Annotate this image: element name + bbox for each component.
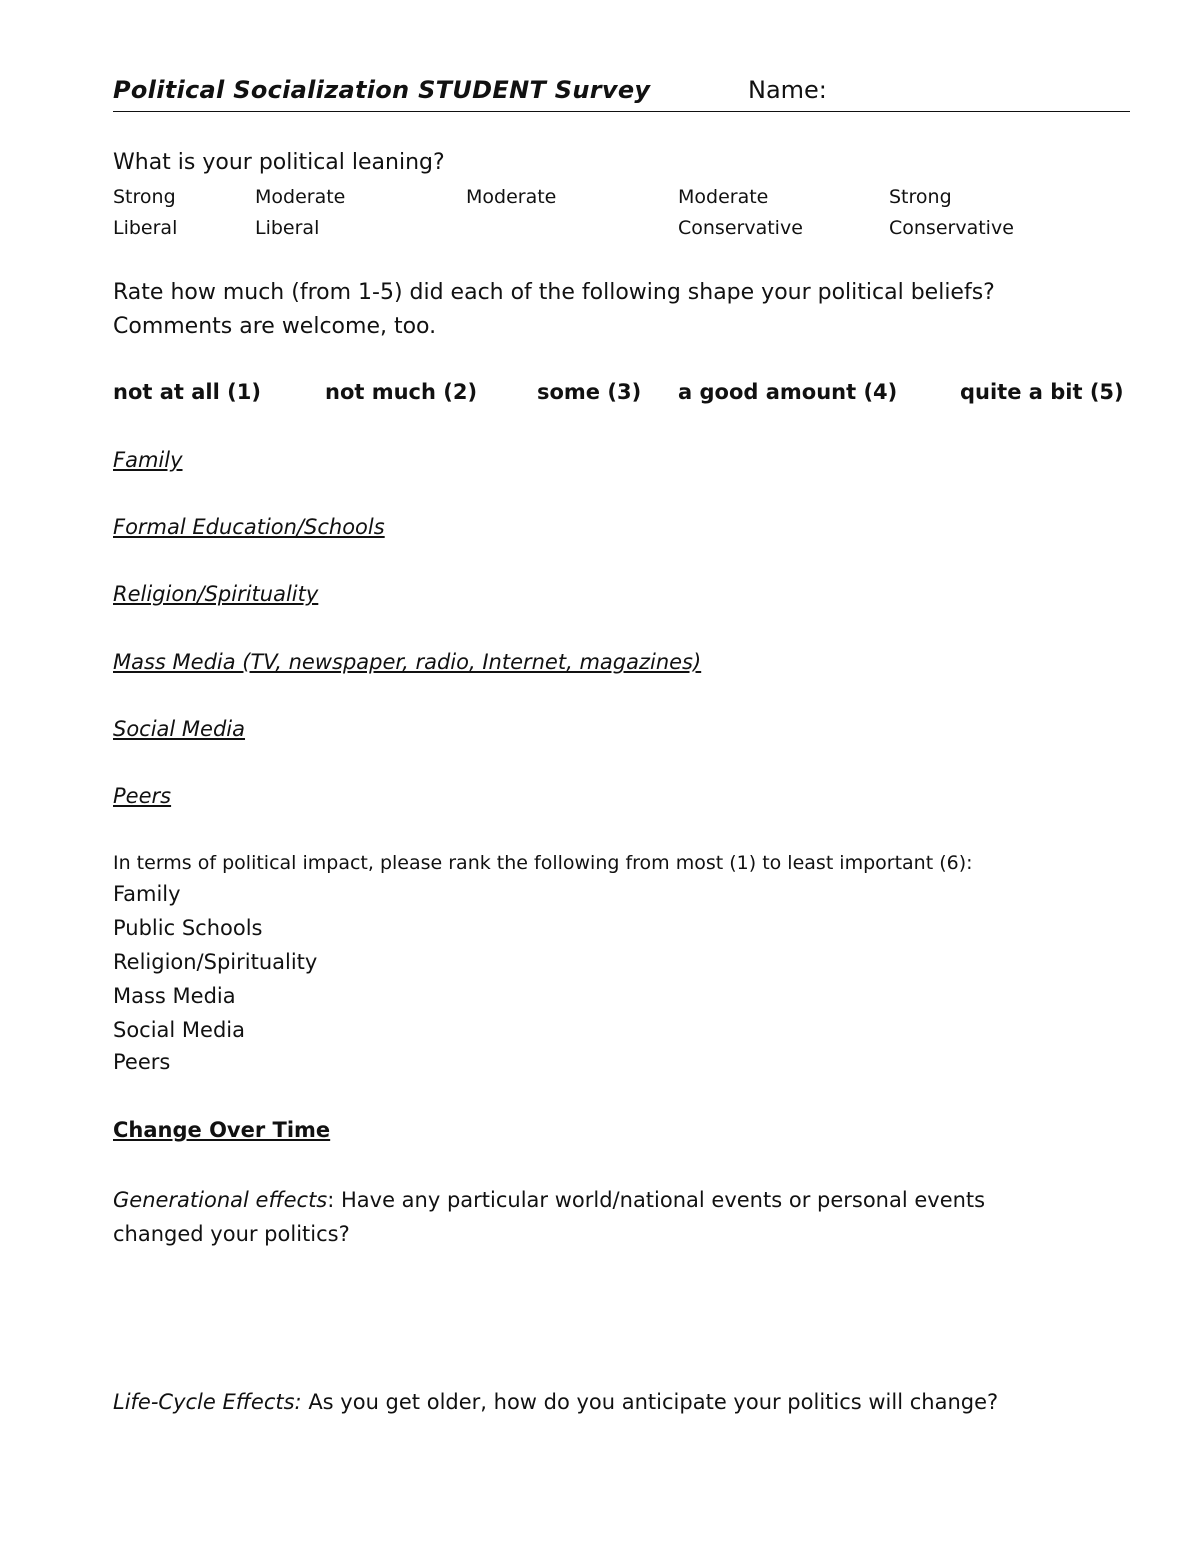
- category-mass-media: Mass Media (TV, newspaper, radio, Internet, magazines): [113, 650, 702, 674]
- life-cycle-effects-text: As you get older, how do you anticipate your politics will change?: [301, 1390, 999, 1414]
- leaning-option-moderate-liberal[interactable]: [255, 182, 345, 244]
- leaning-option-strong-liberal[interactable]: [113, 182, 177, 244]
- leaning-option-line1: Moderate: [678, 186, 769, 208]
- name-label: Name:: [748, 76, 827, 104]
- leaning-option-line2: Conservative: [678, 217, 803, 239]
- rating-instructions: Rate how much (from 1-5) did each of the following shape your political beliefs?: [113, 280, 995, 305]
- rank-item-family: Family: [113, 882, 181, 906]
- generational-effects-question-cont: changed your politics?: [113, 1222, 350, 1246]
- generational-effects-text: : Have any particular world/national events or personal events: [327, 1188, 986, 1212]
- category-religion: Religion/Spirituality: [113, 582, 319, 606]
- leaning-option-moderate[interactable]: [466, 182, 556, 213]
- scale-label-3: some (3): [537, 380, 642, 404]
- rank-item-peers: Peers: [113, 1050, 171, 1074]
- rank-item-public-schools: Public Schools: [113, 916, 263, 940]
- rank-item-mass-media: Mass Media: [113, 984, 236, 1008]
- rating-comments-note: Comments are welcome, too.: [113, 314, 437, 339]
- generational-effects-label: Generational effects: [113, 1188, 328, 1212]
- rank-item-religion: Religion/Spirituality: [113, 950, 318, 974]
- leaning-question: What is your political leaning?: [113, 150, 445, 175]
- category-peers: Peers: [113, 784, 172, 808]
- change-over-time-heading: Change Over Time: [113, 1118, 331, 1142]
- leaning-option-line1: Strong: [113, 186, 176, 208]
- leaning-option-line1: Strong: [889, 186, 952, 208]
- life-cycle-effects-label: Life-Cycle Effects:: [113, 1390, 302, 1414]
- scale-label-4: a good amount (4): [678, 380, 898, 404]
- generational-effects-question: [113, 1183, 985, 1217]
- scale-label-2: not much (2): [325, 380, 478, 404]
- name-field-line[interactable]: [113, 111, 1130, 112]
- leaning-option-strong-conservative[interactable]: [889, 182, 1014, 244]
- leaning-option-line2: Liberal: [255, 217, 320, 239]
- scale-label-5: quite a bit (5): [960, 380, 1124, 404]
- rank-item-social-media: Social Media: [113, 1018, 246, 1042]
- scale-label-1: not at all (1): [113, 380, 261, 404]
- leaning-option-line1: Moderate: [255, 186, 346, 208]
- survey-title: Political Socialization STUDENT Survey: [113, 76, 651, 104]
- leaning-option-line2: Conservative: [889, 217, 1014, 239]
- category-formal-education: Formal Education/Schools: [113, 515, 385, 539]
- leaning-option-line1: Moderate: [466, 186, 557, 208]
- leaning-option-line2: Liberal: [113, 217, 178, 239]
- ranking-instructions: In terms of political impact, please rank the following from most (1) to least important (6):: [113, 852, 973, 874]
- category-social-media: Social Media: [113, 717, 246, 741]
- category-family: Family: [113, 448, 183, 472]
- life-cycle-effects-question: [113, 1385, 998, 1419]
- leaning-option-moderate-conservative[interactable]: [678, 182, 803, 244]
